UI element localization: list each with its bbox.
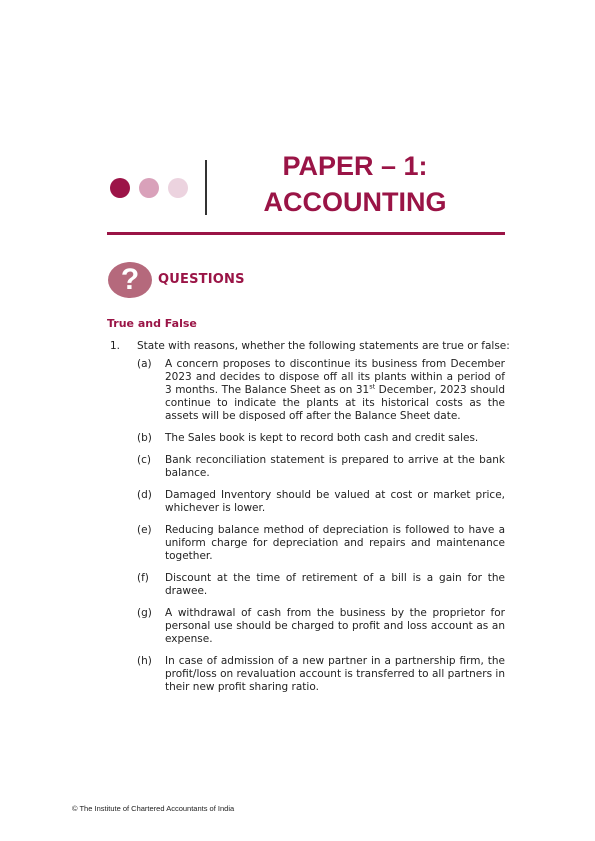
item-label: (e) [137, 524, 152, 536]
list-item [137, 489, 505, 515]
title-line-2: ACCOUNTING [263, 187, 447, 217]
item-text: Reducing balance method of depreciation is followed to have a uniform charge for depreciation and repairs and maintenance together. [165, 524, 505, 562]
list-item [137, 655, 505, 694]
dot-dark [110, 178, 130, 198]
item-label: (a) [137, 358, 152, 370]
question-number: 1. [110, 340, 121, 352]
title-rule [107, 232, 505, 235]
item-label: (f) [137, 572, 149, 584]
dot-medium [139, 178, 159, 198]
item-label: (b) [137, 432, 152, 444]
question-mark-icon: ? [108, 262, 152, 298]
item-text: Discount at the time of retirement of a bill is a gain for the drawee. [165, 572, 505, 597]
item-text: In case of admission of a new partner in a partnership firm, the profit/loss on revaluation account is transferred to all partners in their new profit sharing ratio. [165, 655, 505, 693]
questions-heading: QUESTIONS [158, 272, 245, 287]
item-text: Damaged Inventory should be valued at cost or market price, whichever is lower. [165, 489, 505, 514]
footer-copyright: © The Institute of Chartered Accountants of India [72, 804, 235, 813]
list-item [137, 524, 505, 563]
item-text: A withdrawal of cash from the business by the proprietor for personal use should be charged to profit and loss account as an expense. [165, 607, 505, 645]
list-item [137, 607, 505, 646]
list-item [137, 432, 505, 445]
page-title [230, 148, 480, 220]
decorative-dots [110, 178, 188, 198]
section-title: True and False [107, 317, 197, 330]
item-label: (g) [137, 607, 152, 619]
item-text: A concern proposes to discontinue its business from December 2023 and decides to dispose off all its plants within a period of 3 months. The Balance Sheet as on 31st December, 2023 should continue to indicate the plants at its historical costs as the assets will be disposed off after the Balance Sheet date. [165, 358, 505, 422]
list-item [137, 454, 505, 480]
item-label: (c) [137, 454, 151, 466]
dot-light [168, 178, 188, 198]
item-text: Bank reconciliation statement is prepared to arrive at the bank balance. [165, 454, 505, 479]
item-label: (h) [137, 655, 152, 667]
vertical-divider [205, 160, 207, 215]
statement-list [137, 358, 505, 703]
list-item [137, 572, 505, 598]
question-stem: State with reasons, whether the following statements are true or false: [137, 340, 510, 352]
list-item [137, 358, 505, 423]
title-line-1: PAPER – 1: [282, 151, 428, 181]
item-text: The Sales book is kept to record both cash and credit sales. [165, 432, 479, 444]
item-label: (d) [137, 489, 152, 501]
